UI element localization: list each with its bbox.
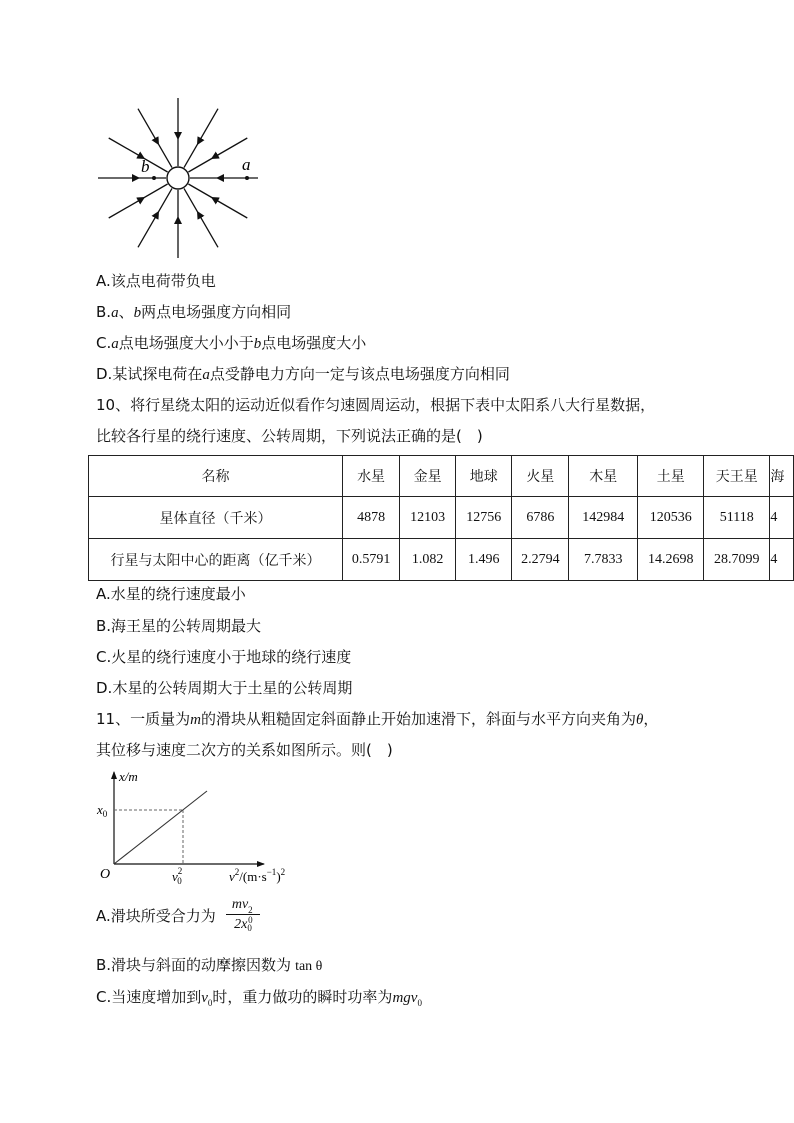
table-cell: 1.496 — [456, 539, 512, 581]
table-cell: 0.5791 — [342, 539, 399, 581]
table-cell: 2.2794 — [512, 539, 569, 581]
x-axis-label: $v^2/(m\cdot s^{-1})^2$ — [229, 867, 286, 884]
q11-stem-line2: 其位移与速度二次方的关系如图所示。则( ) — [96, 741, 393, 759]
table-cell: 12756 — [456, 497, 512, 539]
table-header-cell: 金星 — [400, 456, 456, 497]
table-cell: 6786 — [512, 497, 569, 539]
label-a: a — [242, 155, 251, 174]
field-line-arrow — [138, 198, 143, 201]
q9-option-c: C.a点电场强度大小小于b点电场强度大小 — [96, 334, 367, 352]
table-cell: 4 — [770, 497, 794, 539]
point-b-dot — [152, 176, 156, 180]
q11-option-b: B.滑块与斜面的动摩擦因数为 tan θ — [96, 956, 323, 974]
field-line-arrow — [155, 138, 158, 143]
table-cell: 星体直径（千米） — [89, 497, 343, 539]
table-header-cell: 水星 — [342, 456, 399, 497]
table-header-cell: 地球 — [456, 456, 512, 497]
table-cell: 12103 — [400, 497, 456, 539]
table-cell: 51118 — [704, 497, 770, 539]
q9-option-b: B.a、b两点电场强度方向相同 — [96, 303, 292, 321]
table-row — [89, 539, 794, 581]
field-line-arrow — [198, 138, 201, 143]
label-b: b — [141, 157, 150, 176]
point-a-dot — [245, 176, 249, 180]
table-cell: 28.7099 — [704, 539, 770, 581]
y-axis-label: x/m — [119, 769, 138, 784]
table-header-cell: 天王星 — [704, 456, 770, 497]
electric-field-diagram — [92, 92, 267, 267]
q10-stem-line1: 10、将行星绕太阳的运动近似看作匀速圆周运动，根据下表中太阳系八大行星数据， — [96, 396, 656, 414]
q11-stem-line1: 11、一质量为m的滑块从粗糙固定斜面静止开始加速滑下，斜面与水平方向夹角为θ， — [96, 710, 659, 728]
table-cell: 7.7833 — [569, 539, 638, 581]
q10-option-a: A.水星的绕行速度最小 — [96, 585, 246, 603]
q11-option-c: C.当速度增加到$v_0$时，重力做功的瞬时功率为mgv$_0$ — [96, 988, 422, 1008]
q9-option-a: A.该点电荷带负电 — [96, 272, 216, 290]
fraction-denominator: $2x_0$ — [234, 917, 252, 933]
table-cell: 14.2698 — [638, 539, 704, 581]
table-cell: 4878 — [342, 497, 399, 539]
x0-label: $x_0$ — [97, 802, 108, 819]
table-cell: 行星与太阳中心的距离（亿千米） — [89, 539, 343, 581]
table-header-cell: 火星 — [512, 456, 569, 497]
graph-line — [114, 791, 207, 864]
table-cell: 120536 — [638, 497, 704, 539]
displacement-velocity-graph — [92, 768, 312, 890]
q10-stem-line2: 比较各行星的绕行速度、公转周期，下列说法正确的是( ) — [96, 427, 483, 445]
table-header-cell: 土星 — [638, 456, 704, 497]
q9-option-d: D.某试探电荷在a点受静电力方向一定与该点电场强度方向相同 — [96, 365, 510, 383]
q10-option-c: C.火星的绕行速度小于地球的绕行速度 — [96, 648, 352, 666]
point-charge — [167, 167, 189, 189]
origin-label: O — [100, 867, 111, 882]
table-row — [89, 497, 794, 539]
field-line-arrow — [155, 213, 158, 218]
q11-option-a-fraction — [226, 896, 260, 935]
table-header-cell: 海 — [770, 456, 794, 497]
field-line-arrow — [213, 155, 218, 158]
v0-squared-label: $v^2$ 0 — [172, 866, 183, 886]
table-cell: 1.082 — [400, 539, 456, 581]
field-line-arrow — [198, 213, 201, 218]
field-line-arrow — [213, 198, 218, 201]
table-cell: 142984 — [569, 497, 638, 539]
table-cell: 4 — [770, 539, 794, 581]
planet-data-table — [88, 455, 794, 581]
q10-option-d: D.木星的公转周期大于土星的公转周期 — [96, 679, 353, 697]
fraction-numerator: mv 2 0 — [226, 896, 260, 915]
table-header-row — [89, 456, 794, 497]
table-header-cell: 木星 — [569, 456, 638, 497]
table-header-cell: 名称 — [89, 456, 343, 497]
q11-option-a: A.滑块所受合力为 — [96, 907, 216, 925]
q10-option-b: B.海王星的公转周期最大 — [96, 617, 262, 635]
